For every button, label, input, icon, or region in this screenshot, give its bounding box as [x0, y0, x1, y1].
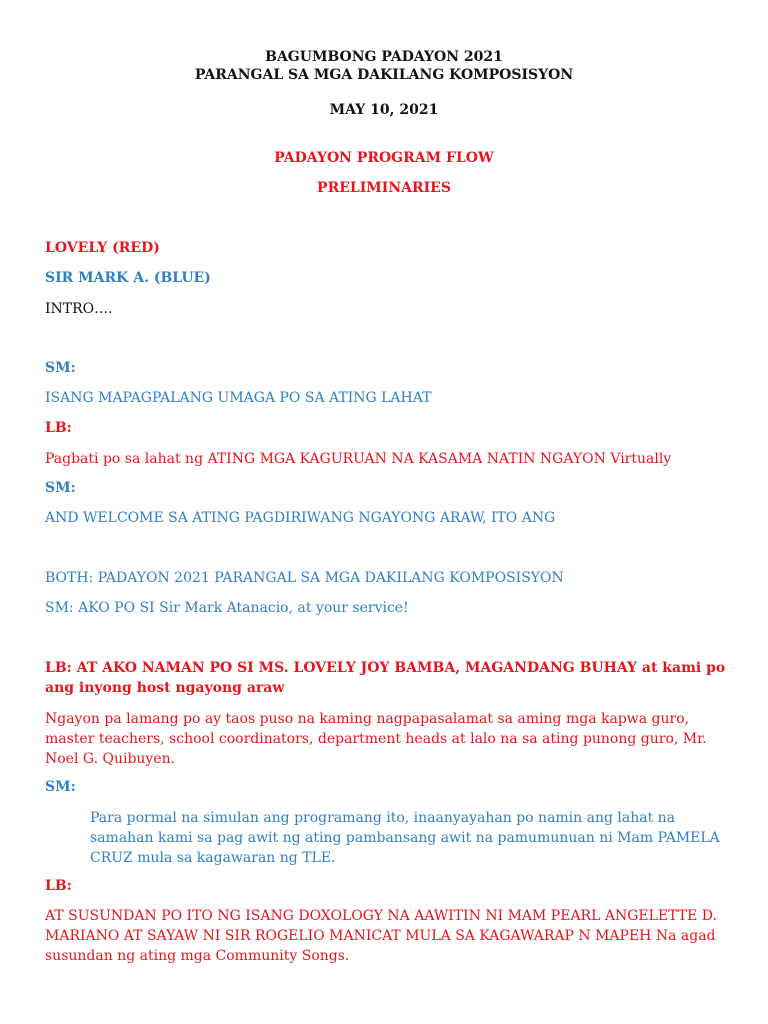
title-line-2: PARANGAL SA MGA DAKILANG KOMPOSISYON: [194, 67, 574, 83]
lb-paragraph-2: Ngayon pa lamang po ay taos puso na kaming nagpapasalamat sa aming mga kapwa guro, master teachers, school coordinators, department heads at lalo na sa ating punong guro, Mr. Noel G. Quibuyen.: [45, 711, 707, 767]
host-lovely-label: LOVELY (RED): [45, 240, 160, 256]
sm-line-3: SM: AKO PO SI Sir Mark Atanacio, at your service!: [45, 600, 409, 616]
sm-label-2: SM:: [45, 480, 76, 496]
both-line: BOTH: PADAYON 2021 PARANGAL SA MGA DAKILANG KOMPOSISYON: [45, 570, 564, 586]
sm-label-4: SM:: [45, 779, 76, 795]
lb-paragraph-3: AT SUSUNDAN PO ITO NG ISANG DOXOLOGY NA AAWITIN NI MAM PEARL ANGELETTE D. MARIANO AT SAYAW NI SIR ROGELIO MANICAT MULA SA KAGAWARAP N MAPEH Na agad susundan ng ating mga Community Songs.: [45, 908, 717, 964]
lb-line-1: Pagbati po sa lahat ng ATING MGA KAGURUAN NA KASAMA NATIN NGAYON Virtually: [45, 451, 672, 467]
lb-label-3: LB:: [45, 878, 72, 894]
lb-label-1: LB:: [45, 420, 72, 436]
sm-line-1: ISANG MAPAGPALANG UMAGA PO SA ATING LAHAT: [45, 390, 432, 406]
preliminaries-heading: PRELIMINARIES: [317, 180, 451, 196]
event-date: MAY 10, 2021: [329, 102, 439, 118]
title-line-1: BAGUMBONG PADAYON 2021: [265, 49, 503, 65]
program-flow-heading: PADAYON PROGRAM FLOW: [274, 150, 494, 166]
intro-text: INTRO….: [45, 301, 113, 317]
host-mark-label: SIR MARK A. (BLUE): [45, 270, 211, 286]
lb-line-2: LB: AT AKO NAMAN PO SI MS. LOVELY JOY BAMBA, MAGANDANG BUHAY at kami po ang inyong host ngayong araw: [45, 660, 726, 696]
sm-line-2: AND WELCOME SA ATING PAGDIRIWANG NGAYONG ARAW, ITO ANG: [45, 510, 556, 526]
sm-label-1: SM:: [45, 360, 76, 376]
sm-paragraph-4: Para pormal na simulan ang programang ito, inaanyayahan po namin ang lahat na samahan kami sa pag awit ng ating pambansang awit na pamumunuan ni Mam PAMELA CRUZ mula sa kagawaran ng TLE.: [90, 810, 720, 866]
